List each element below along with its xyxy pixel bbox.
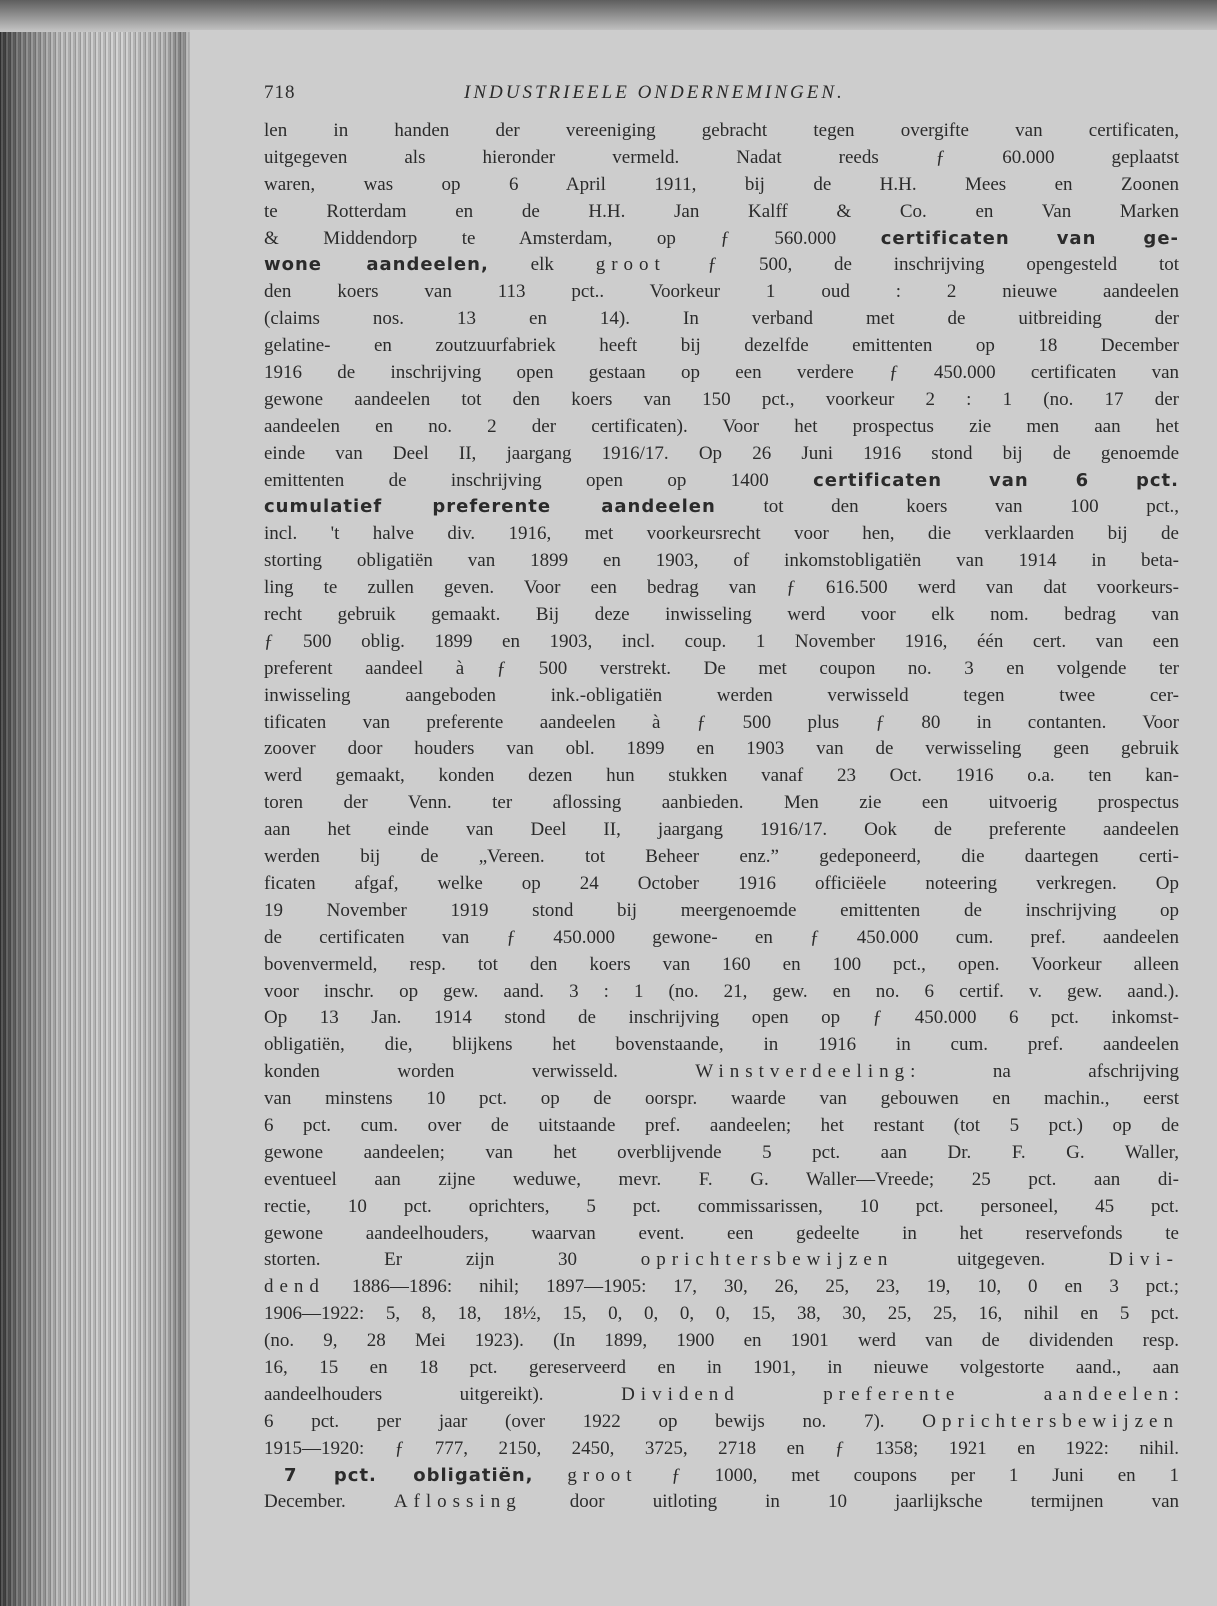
- text-line: wone aandeelen, elk groot ƒ 500, de inschrijving opengesteld tot: [264, 254, 1179, 276]
- text-line: preferent aandeel à ƒ 500 verstrekt. De met coupon no. 3 en volgende ter: [264, 657, 1179, 679]
- bold-heading: wone aandeelen,: [264, 254, 489, 276]
- text-line: aandeelhouders uitgereikt). Dividend preferente aandeelen:: [264, 1383, 1179, 1405]
- text-line: van minstens 10 pct. op de oorspr. waarde van gebouwen en machin., eerst: [264, 1088, 1179, 1110]
- text-line: incl. 't halve div. 1916, met voorkeursrecht voor hen, die verklaarden bij de: [264, 523, 1179, 545]
- text-line: voor inschr. op gew. aand. 3 : 1 (no. 21, gew. en no. 6 certif. v. gew. aand.).: [264, 980, 1179, 1002]
- text-line: aandeelen en no. 2 der certificaten). Voor het prospectus zie men aan het: [264, 415, 1179, 437]
- text-line: Op 13 Jan. 1914 stond de inschrijving open op ƒ 450.000 6 pct. inkomst-: [264, 1007, 1179, 1029]
- spaced-text: groot: [567, 1464, 638, 1486]
- page-number: 718: [264, 82, 296, 103]
- bold-heading: certificaten van ge-: [880, 227, 1179, 249]
- bold-heading: certificaten van 6 pct.: [813, 469, 1179, 491]
- text-line: December. Aflossing door uitloting in 10 jaarlijksche termijnen van: [264, 1491, 1179, 1513]
- spaced-text: Dividend preferente aandeelen: [621, 1383, 1174, 1405]
- spaced-text: Winstverdeeling: [695, 1061, 911, 1083]
- text-line: rectie, 10 pct. oprichters, 5 pct. commissarissen, 10 pct. personeel, 45 pct.: [264, 1195, 1179, 1217]
- text-line: & Middendorp te Amsterdam, op ƒ 560.000 certificaten van ge-: [264, 227, 1179, 249]
- text-line: storten. Er zijn 30 oprichtersbewijzen uitgegeven. Divi-: [264, 1249, 1179, 1271]
- spaced-text: Aflossing: [393, 1491, 522, 1513]
- page-header: [264, 78, 1179, 118]
- text-line: gewone aandeelhouders, waarvan event. een gedeelte in het reservefonds te: [264, 1222, 1179, 1244]
- text-line: toren der Venn. ter aflossing aanbieden. Men zie een uitvoerig prospectus: [264, 792, 1179, 814]
- book-page-edges: [0, 0, 190, 1606]
- text-line: ficaten afgaf, welke op 24 October 1916 officiëele noteering verkregen. Op: [264, 872, 1179, 894]
- spaced-text: Oprichtersbewijzen: [922, 1410, 1179, 1432]
- text-line: dend 1886—1896: nihil; 1897—1905: 17, 30, 26, 25, 23, 19, 10, 0 en 3 pct.;: [264, 1276, 1179, 1298]
- text-line: obligatiën, die, blijkens het bovenstaande, in 1916 in cum. pref. aandeelen: [264, 1034, 1179, 1056]
- text-line: gewone aandeelen tot den koers van 150 pct., voorkeur 2 : 1 (no. 17 der: [264, 388, 1179, 410]
- spaced-text: oprichtersbewijzen: [640, 1249, 894, 1271]
- spaced-text: Divi-: [1108, 1249, 1179, 1271]
- text-line: 19 November 1919 stond bij meergenoemde emittenten de inschrijving op: [264, 899, 1179, 921]
- spaced-text: dend: [264, 1276, 325, 1298]
- text-line: emittenten de inschrijving open op 1400 certificaten van 6 pct.: [264, 469, 1179, 491]
- text-line: gewone aandeelen; van het overblijvende 5 pct. aan Dr. F. G. Waller,: [264, 1141, 1179, 1163]
- text-line: ling te zullen geven. Voor een bedrag van ƒ 616.500 werd van dat voorkeurs-: [264, 577, 1179, 599]
- text-line: inwisseling aangeboden ink.-obligatiën werden verwisseld tegen twee cer-: [264, 684, 1179, 706]
- text-line: zoover door houders van obl. 1899 en 1903 van de verwisseling geen gebruik: [264, 738, 1179, 760]
- text-line: recht gebruik gemaakt. Bij deze inwisseling werd voor elk nom. bedrag van: [264, 604, 1179, 626]
- text-line: tificaten van preferente aandeelen à ƒ 500 plus ƒ 80 in contanten. Voor: [264, 711, 1179, 733]
- text-line: cumulatief preferente aandeelen tot den koers van 100 pct.,: [264, 496, 1179, 518]
- spaced-text: groot: [595, 254, 666, 276]
- text-line: len in handen der vereeniging gebracht tegen overgifte van certificaten,: [264, 120, 1179, 141]
- text-line: 1915—1920: ƒ 777, 2150, 2450, 3725, 2718 en ƒ 1358; 1921 en 1922: nihil.: [264, 1437, 1179, 1459]
- text-line: eventueel aan zijne weduwe, mevr. F. G. Waller—Vreede; 25 pct. aan di-: [264, 1168, 1179, 1190]
- text-line: 7 pct. obligatiën, groot ƒ 1000, met coupons per 1 Juni en 1: [284, 1464, 1179, 1486]
- top-shadow: [0, 0, 1217, 32]
- bold-heading: cumulatief preferente aandeelen: [264, 496, 716, 518]
- text-line: (claims nos. 13 en 14). In verband met de uitbreiding der: [264, 308, 1179, 330]
- text-line: 1916 de inschrijving open gestaan op een verdere ƒ 450.000 certificaten van: [264, 362, 1179, 384]
- text-line: werden bij de „Vereen. tot Beheer enz.” gedeponeerd, die daartegen certi-: [264, 846, 1179, 868]
- text-line: 1906—1922: 5, 8, 18, 18½, 15, 0, 0, 0, 0, 15, 38, 30, 25, 25, 16, nihil en 5 pct.: [264, 1303, 1179, 1325]
- text-line: storting obligatiën van 1899 en 1903, of inkomstobligatiën van 1914 in beta-: [264, 550, 1179, 572]
- text-block: [264, 78, 1179, 1558]
- text-line: (no. 9, 28 Mei 1923). (In 1899, 1900 en 1901 werd van de dividenden resp.: [264, 1330, 1179, 1352]
- text-line: ƒ 500 oblig. 1899 en 1903, incl. coup. 1 November 1916, één cert. van een: [264, 630, 1179, 652]
- text-line: den koers van 113 pct.. Voorkeur 1 oud : 2 nieuwe aandeelen: [264, 281, 1179, 303]
- text-line: uitgegeven als hieronder vermeld. Nadat reeds ƒ 60.000 geplaatst: [264, 146, 1179, 168]
- text-line: 16, 15 en 18 pct. gereserveerd en in 1901, in nieuwe volgestorte aand., aan: [264, 1356, 1179, 1378]
- text-line: waren, was op 6 April 1911, bij de H.H. Mees en Zoonen: [264, 173, 1179, 195]
- text-line: werd gemaakt, konden dezen hun stukken vanaf 23 Oct. 1916 o.a. ten kan-: [264, 765, 1179, 787]
- text-line: bovenvermeld, resp. tot den koers van 160 en 100 pct., open. Voorkeur alleen: [264, 953, 1179, 975]
- text-line: 6 pct. cum. over de uitstaande pref. aandeelen; het restant (tot 5 pct.) op de: [264, 1114, 1179, 1136]
- bold-heading: 7 pct. obligatiën,: [284, 1464, 534, 1486]
- text-line: konden worden verwisseld. Winstverdeeling: na afschrijving: [264, 1061, 1179, 1083]
- text-line: de certificaten van ƒ 450.000 gewone- en ƒ 450.000 cum. pref. aandeelen: [264, 926, 1179, 948]
- running-title: INDUSTRIEELE ONDERNEMINGEN.: [464, 82, 845, 103]
- book-page: [190, 30, 1217, 1606]
- text-line: gelatine- en zoutzuurfabriek heeft bij dezelfde emittenten op 18 December: [264, 335, 1179, 357]
- text-line: 6 pct. per jaar (over 1922 op bewijs no. 7). Oprichtersbewijzen: [264, 1410, 1179, 1432]
- text-line: einde van Deel II, jaargang 1916/17. Op 26 Juni 1916 stond bij de genoemde: [264, 442, 1179, 464]
- text-line: te Rotterdam en de H.H. Jan Kalff & Co. en Van Marken: [264, 200, 1179, 222]
- text-line: aan het einde van Deel II, jaargang 1916/17. Ook de preferente aandeelen: [264, 819, 1179, 841]
